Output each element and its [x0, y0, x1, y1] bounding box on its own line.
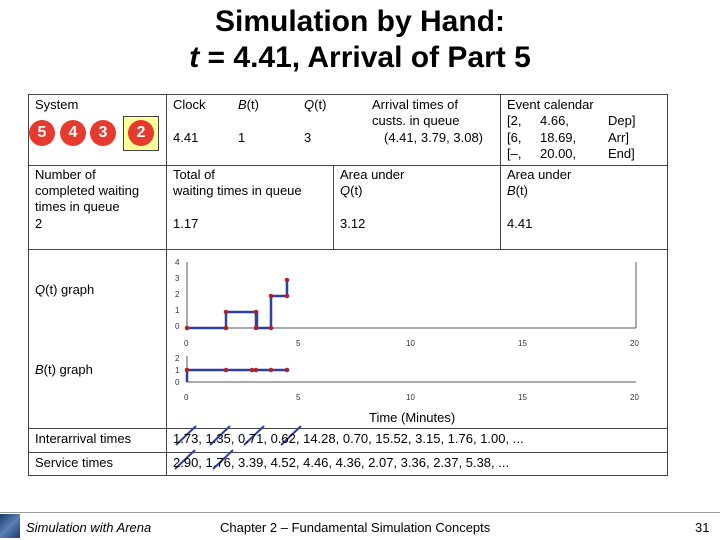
q-point: [254, 310, 259, 315]
b-xtick-15: 15: [518, 393, 527, 402]
b-point: [224, 368, 229, 373]
event-row-2-a: [6,: [507, 130, 522, 145]
qt-value: 3: [304, 130, 312, 145]
q-xtick-5: 5: [296, 339, 301, 348]
qt-graph-var: Q: [35, 282, 46, 297]
total-wait-value: 1.17: [173, 216, 199, 231]
page-number: 31: [695, 520, 710, 535]
service-values: 2.90, 1.76, 3.39, 4.52, 4.46, 4.36, 2.07, 3.36, 2.37, 5.38, ...: [173, 455, 510, 470]
title-line-2-rest: = 4.41, Arrival of Part 5: [199, 41, 531, 74]
interarrival-label: Interarrival times: [35, 431, 132, 446]
q-xtick-15: 15: [518, 339, 527, 348]
event-row-3-a: [–,: [507, 146, 522, 161]
event-row-3-b: 20.00,: [540, 146, 577, 161]
q-points: [185, 278, 290, 331]
event-row-2-b: 18.69,: [540, 130, 577, 145]
part-5: 5: [29, 120, 55, 146]
interarrival-values: 1.73, 1.35, 0.71, 0.62, 14.28, 0.70, 15.52, 3.15, 1.76, 1.00, ...: [173, 431, 524, 446]
system-label: System: [35, 97, 79, 112]
arrivals-label-1: Arrival times of: [372, 97, 458, 112]
arena-logo-icon: [0, 514, 20, 538]
event-row-1-a: [2,: [507, 113, 522, 128]
b-xtick-0: 0: [184, 393, 189, 402]
clock-value: 4.41: [173, 130, 199, 145]
event-row-1-c: Dep]: [608, 113, 636, 128]
qt-rest: (t): [314, 97, 327, 112]
b-point: [185, 368, 190, 373]
event-row-1-b: 4.66,: [540, 113, 569, 128]
bt-value: 1: [238, 130, 246, 145]
q-xtick-10: 10: [406, 339, 415, 348]
q-point: [269, 326, 274, 331]
q-step-line: [187, 280, 287, 328]
completed-label-2: completed waiting: [35, 183, 140, 198]
part-4: 4: [60, 120, 86, 146]
part-2-in-service: 2: [128, 120, 154, 146]
completed-label-3: times in queue: [35, 199, 120, 214]
clock-label: Clock: [173, 97, 206, 112]
b-ytick-2: 2: [175, 354, 180, 363]
b-xtick-5: 5: [296, 393, 301, 402]
event-row-3-c: End]: [608, 146, 635, 161]
q-ytick-3: 3: [175, 274, 180, 283]
q-point: [285, 278, 290, 283]
area-q-label-1: Area under: [340, 167, 405, 182]
bt-graph-rest: (t) graph: [43, 362, 93, 377]
b-ytick-1: 1: [175, 366, 180, 375]
q-ytick-2: 2: [175, 290, 180, 299]
area-b-label-1: Area under: [507, 167, 572, 182]
completed-value: 2: [35, 216, 43, 231]
q-ytick-4: 4: [175, 258, 180, 267]
part-3: 3: [90, 120, 116, 146]
q-xtick-0: 0: [184, 339, 189, 348]
q-point: [269, 294, 274, 299]
b-ytick-0: 0: [175, 378, 180, 387]
area-q-value: 3.12: [340, 216, 366, 231]
qt-graph-rest: (t) graph: [45, 282, 95, 297]
b-point: [254, 368, 259, 373]
b-point: [285, 368, 290, 373]
q-ytick-0: 0: [175, 322, 180, 331]
arrivals-value: (4.41, 3.79, 3.08): [384, 130, 484, 145]
footer-divider: [0, 512, 720, 513]
b-xtick-20: 20: [630, 393, 639, 402]
area-q-var: Q: [340, 183, 351, 198]
title-line-1: Simulation by Hand:: [214, 5, 505, 38]
q-point: [185, 326, 190, 331]
total-wait-label-1: Total of: [173, 167, 215, 182]
total-wait-label-2: waiting times in queue: [173, 183, 302, 198]
time-axis-label: Time (Minutes): [369, 410, 456, 425]
b-point: [269, 368, 274, 373]
area-b-value: 4.41: [507, 216, 533, 231]
bt-rest: (t): [246, 97, 259, 112]
completed-label-1: Number of: [35, 167, 96, 182]
q-point: [224, 326, 229, 331]
footer-center: Chapter 2 – Fundamental Simulation Concepts: [220, 520, 491, 535]
service-label: Service times: [35, 455, 114, 470]
q-xtick-20: 20: [630, 339, 639, 348]
area-b-var: B: [507, 183, 516, 198]
arrivals-label-2: custs. in queue: [372, 113, 460, 128]
area-b-rest: (t): [515, 183, 528, 198]
b-point: [250, 368, 255, 373]
title-t-var: t: [189, 41, 200, 74]
footer-left: Simulation with Arena: [26, 520, 152, 535]
bt-var: B: [238, 97, 247, 112]
event-row-2-c: Arr]: [608, 130, 629, 145]
q-ytick-1: 1: [175, 306, 180, 315]
q-point: [285, 294, 290, 299]
area-q-rest: (t): [350, 183, 363, 198]
q-point: [224, 310, 229, 315]
b-xtick-10: 10: [406, 393, 415, 402]
qt-var: Q: [304, 97, 315, 112]
q-point: [254, 326, 259, 331]
event-calendar-label: Event calendar: [507, 97, 594, 112]
bt-graph-var: B: [35, 362, 44, 377]
